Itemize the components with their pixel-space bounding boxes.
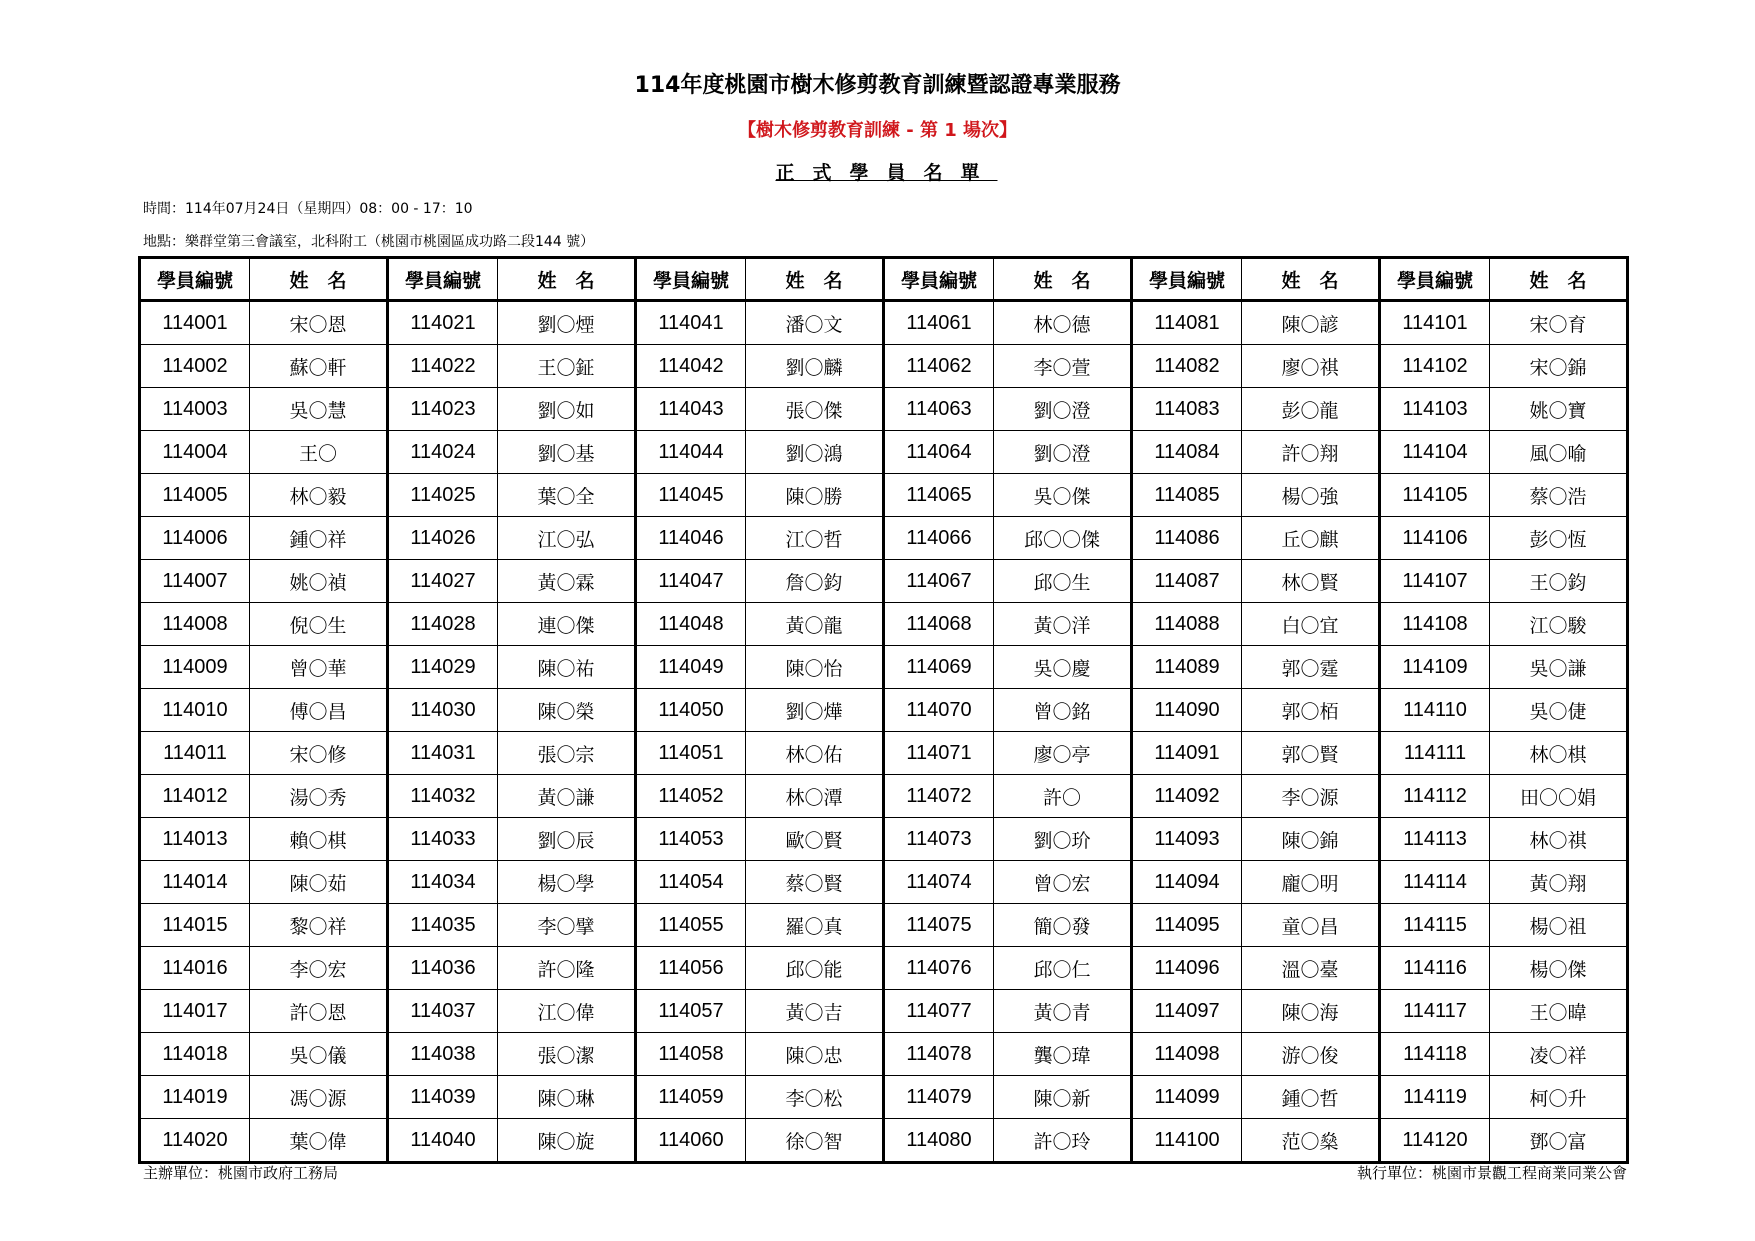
student-name-cell: 李〇松 bbox=[746, 1076, 884, 1119]
student-id-cell: 114018 bbox=[140, 1033, 250, 1076]
student-name-cell: 彭〇龍 bbox=[1242, 388, 1380, 431]
student-name-cell: 楊〇傑 bbox=[1490, 947, 1628, 990]
student-id-cell: 114042 bbox=[636, 345, 746, 388]
student-id-cell: 114020 bbox=[140, 1119, 250, 1163]
student-name-cell: 張〇宗 bbox=[498, 732, 636, 775]
document-title: 114年度桃園市樹木修剪教育訓練暨認證專業服務 bbox=[634, 73, 1121, 98]
student-name-cell: 鍾〇哲 bbox=[1242, 1076, 1380, 1119]
student-name-cell: 倪〇生 bbox=[250, 603, 388, 646]
student-name-cell: 郭〇霆 bbox=[1242, 646, 1380, 689]
student-id-cell: 114111 bbox=[1380, 732, 1490, 775]
student-name-cell: 賴〇棋 bbox=[250, 818, 388, 861]
roster-header-row bbox=[140, 258, 1628, 301]
student-name-cell: 廖〇祺 bbox=[1242, 345, 1380, 388]
student-name-cell: 風〇喻 bbox=[1490, 431, 1628, 474]
student-name-cell: 陳〇怡 bbox=[746, 646, 884, 689]
student-name-cell: 簡〇發 bbox=[994, 904, 1132, 947]
student-id-cell: 114034 bbox=[388, 861, 498, 904]
student-name-cell: 鍾〇祥 bbox=[250, 517, 388, 560]
student-name-cell: 黃〇霖 bbox=[498, 560, 636, 603]
student-id-cell: 114086 bbox=[1132, 517, 1242, 560]
column-header-name: 姓 名 bbox=[1490, 258, 1628, 301]
student-id-cell: 114045 bbox=[636, 474, 746, 517]
student-id-cell: 114008 bbox=[140, 603, 250, 646]
student-id-cell: 114013 bbox=[140, 818, 250, 861]
student-id-cell: 114081 bbox=[1132, 301, 1242, 345]
event-time: 時間：114年07月24日（星期四）08：00 - 17：10 bbox=[143, 201, 473, 217]
student-name-cell: 童〇昌 bbox=[1242, 904, 1380, 947]
student-id-cell: 114082 bbox=[1132, 345, 1242, 388]
table-row bbox=[140, 646, 1628, 689]
student-name-cell: 李〇宏 bbox=[250, 947, 388, 990]
table-row bbox=[140, 1033, 1628, 1076]
student-id-cell: 114088 bbox=[1132, 603, 1242, 646]
student-id-cell: 114084 bbox=[1132, 431, 1242, 474]
student-id-cell: 114094 bbox=[1132, 861, 1242, 904]
student-name-cell: 許〇 bbox=[994, 775, 1132, 818]
student-id-cell: 114072 bbox=[884, 775, 994, 818]
student-id-cell: 114103 bbox=[1380, 388, 1490, 431]
student-name-cell: 黎〇祥 bbox=[250, 904, 388, 947]
student-id-cell: 114033 bbox=[388, 818, 498, 861]
student-id-cell: 114070 bbox=[884, 689, 994, 732]
student-id-cell: 114036 bbox=[388, 947, 498, 990]
table-row bbox=[140, 904, 1628, 947]
student-name-cell: 林〇毅 bbox=[250, 474, 388, 517]
student-name-cell: 王〇 bbox=[250, 431, 388, 474]
student-id-cell: 114068 bbox=[884, 603, 994, 646]
student-id-cell: 114047 bbox=[636, 560, 746, 603]
student-name-cell: 劉〇麟 bbox=[746, 345, 884, 388]
student-id-cell: 114005 bbox=[140, 474, 250, 517]
student-name-cell: 田〇〇娟 bbox=[1490, 775, 1628, 818]
student-name-cell: 吳〇傑 bbox=[994, 474, 1132, 517]
student-id-cell: 114052 bbox=[636, 775, 746, 818]
student-id-cell: 114063 bbox=[884, 388, 994, 431]
student-name-cell: 姚〇禎 bbox=[250, 560, 388, 603]
student-name-cell: 劉〇煙 bbox=[498, 301, 636, 345]
table-row bbox=[140, 388, 1628, 431]
student-id-cell: 114078 bbox=[884, 1033, 994, 1076]
column-header-id: 學員編號 bbox=[1380, 258, 1490, 301]
student-id-cell: 114089 bbox=[1132, 646, 1242, 689]
student-id-cell: 114038 bbox=[388, 1033, 498, 1076]
student-id-cell: 114003 bbox=[140, 388, 250, 431]
column-header-name: 姓 名 bbox=[746, 258, 884, 301]
student-name-cell: 吳〇倢 bbox=[1490, 689, 1628, 732]
student-name-cell: 許〇翔 bbox=[1242, 431, 1380, 474]
student-id-cell: 114075 bbox=[884, 904, 994, 947]
student-name-cell: 傅〇昌 bbox=[250, 689, 388, 732]
student-id-cell: 114098 bbox=[1132, 1033, 1242, 1076]
student-name-cell: 楊〇學 bbox=[498, 861, 636, 904]
student-name-cell: 陳〇錦 bbox=[1242, 818, 1380, 861]
student-name-cell: 葉〇偉 bbox=[250, 1119, 388, 1163]
student-id-cell: 114025 bbox=[388, 474, 498, 517]
student-name-cell: 宋〇修 bbox=[250, 732, 388, 775]
column-header-id: 學員編號 bbox=[388, 258, 498, 301]
table-row bbox=[140, 474, 1628, 517]
student-name-cell: 陳〇旋 bbox=[498, 1119, 636, 1163]
student-id-cell: 114037 bbox=[388, 990, 498, 1033]
student-id-cell: 114076 bbox=[884, 947, 994, 990]
student-id-cell: 114044 bbox=[636, 431, 746, 474]
student-id-cell: 114010 bbox=[140, 689, 250, 732]
student-id-cell: 114097 bbox=[1132, 990, 1242, 1033]
student-id-cell: 114029 bbox=[388, 646, 498, 689]
student-name-cell: 徐〇智 bbox=[746, 1119, 884, 1163]
student-name-cell: 林〇賢 bbox=[1242, 560, 1380, 603]
student-id-cell: 114093 bbox=[1132, 818, 1242, 861]
student-name-cell: 許〇玲 bbox=[994, 1119, 1132, 1163]
student-name-cell: 吳〇慧 bbox=[250, 388, 388, 431]
student-roster-table bbox=[138, 256, 1629, 1164]
student-name-cell: 游〇俊 bbox=[1242, 1033, 1380, 1076]
student-name-cell: 陳〇諺 bbox=[1242, 301, 1380, 345]
student-name-cell: 李〇擘 bbox=[498, 904, 636, 947]
student-name-cell: 邱〇仁 bbox=[994, 947, 1132, 990]
column-header-name: 姓 名 bbox=[498, 258, 636, 301]
column-header-name: 姓 名 bbox=[994, 258, 1132, 301]
student-id-cell: 114050 bbox=[636, 689, 746, 732]
student-name-cell: 張〇傑 bbox=[746, 388, 884, 431]
student-id-cell: 114073 bbox=[884, 818, 994, 861]
student-id-cell: 114115 bbox=[1380, 904, 1490, 947]
student-name-cell: 曾〇銘 bbox=[994, 689, 1132, 732]
student-name-cell: 邱〇生 bbox=[994, 560, 1132, 603]
student-name-cell: 蘇〇軒 bbox=[250, 345, 388, 388]
student-name-cell: 蔡〇賢 bbox=[746, 861, 884, 904]
student-name-cell: 陳〇琳 bbox=[498, 1076, 636, 1119]
student-id-cell: 114112 bbox=[1380, 775, 1490, 818]
student-id-cell: 114102 bbox=[1380, 345, 1490, 388]
student-name-cell: 曾〇華 bbox=[250, 646, 388, 689]
student-id-cell: 114023 bbox=[388, 388, 498, 431]
student-id-cell: 114105 bbox=[1380, 474, 1490, 517]
list-heading-text: 正式學員名單 bbox=[775, 162, 998, 184]
student-name-cell: 鄧〇富 bbox=[1490, 1119, 1628, 1163]
student-id-cell: 114053 bbox=[636, 818, 746, 861]
column-header-name: 姓 名 bbox=[250, 258, 388, 301]
table-row bbox=[140, 431, 1628, 474]
table-row bbox=[140, 1119, 1628, 1163]
table-row bbox=[140, 517, 1628, 560]
student-id-cell: 114026 bbox=[388, 517, 498, 560]
column-header-name: 姓 名 bbox=[1242, 258, 1380, 301]
student-name-cell: 郭〇賢 bbox=[1242, 732, 1380, 775]
student-name-cell: 陳〇茹 bbox=[250, 861, 388, 904]
student-name-cell: 柯〇升 bbox=[1490, 1076, 1628, 1119]
student-name-cell: 馮〇源 bbox=[250, 1076, 388, 1119]
student-id-cell: 114040 bbox=[388, 1119, 498, 1163]
student-name-cell: 宋〇育 bbox=[1490, 301, 1628, 345]
student-name-cell: 林〇潭 bbox=[746, 775, 884, 818]
student-id-cell: 114012 bbox=[140, 775, 250, 818]
student-id-cell: 114090 bbox=[1132, 689, 1242, 732]
student-id-cell: 114004 bbox=[140, 431, 250, 474]
student-id-cell: 114067 bbox=[884, 560, 994, 603]
student-name-cell: 曾〇宏 bbox=[994, 861, 1132, 904]
student-id-cell: 114031 bbox=[388, 732, 498, 775]
student-id-cell: 114015 bbox=[140, 904, 250, 947]
table-row bbox=[140, 947, 1628, 990]
student-name-cell: 劉〇澄 bbox=[994, 431, 1132, 474]
student-name-cell: 王〇鈞 bbox=[1490, 560, 1628, 603]
student-id-cell: 114056 bbox=[636, 947, 746, 990]
student-id-cell: 114027 bbox=[388, 560, 498, 603]
student-name-cell: 龐〇明 bbox=[1242, 861, 1380, 904]
student-id-cell: 114074 bbox=[884, 861, 994, 904]
student-name-cell: 劉〇辰 bbox=[498, 818, 636, 861]
student-id-cell: 114032 bbox=[388, 775, 498, 818]
student-name-cell: 楊〇強 bbox=[1242, 474, 1380, 517]
student-name-cell: 劉〇澄 bbox=[994, 388, 1132, 431]
student-name-cell: 陳〇新 bbox=[994, 1076, 1132, 1119]
student-id-cell: 114017 bbox=[140, 990, 250, 1033]
student-id-cell: 114019 bbox=[140, 1076, 250, 1119]
student-id-cell: 114058 bbox=[636, 1033, 746, 1076]
table-row bbox=[140, 861, 1628, 904]
student-name-cell: 劉〇如 bbox=[498, 388, 636, 431]
student-id-cell: 114099 bbox=[1132, 1076, 1242, 1119]
student-name-cell: 黃〇謙 bbox=[498, 775, 636, 818]
student-name-cell: 連〇傑 bbox=[498, 603, 636, 646]
student-id-cell: 114077 bbox=[884, 990, 994, 1033]
student-id-cell: 114006 bbox=[140, 517, 250, 560]
student-id-cell: 114071 bbox=[884, 732, 994, 775]
student-name-cell: 郭〇栢 bbox=[1242, 689, 1380, 732]
student-id-cell: 114035 bbox=[388, 904, 498, 947]
table-row bbox=[140, 732, 1628, 775]
student-id-cell: 114066 bbox=[884, 517, 994, 560]
student-name-cell: 王〇鉦 bbox=[498, 345, 636, 388]
student-name-cell: 許〇隆 bbox=[498, 947, 636, 990]
student-id-cell: 114107 bbox=[1380, 560, 1490, 603]
student-id-cell: 114046 bbox=[636, 517, 746, 560]
student-id-cell: 114100 bbox=[1132, 1119, 1242, 1163]
student-id-cell: 114002 bbox=[140, 345, 250, 388]
student-id-cell: 114110 bbox=[1380, 689, 1490, 732]
student-id-cell: 114060 bbox=[636, 1119, 746, 1163]
table-row bbox=[140, 689, 1628, 732]
student-id-cell: 114120 bbox=[1380, 1119, 1490, 1163]
student-id-cell: 114049 bbox=[636, 646, 746, 689]
student-name-cell: 吳〇慶 bbox=[994, 646, 1132, 689]
student-name-cell: 黃〇龍 bbox=[746, 603, 884, 646]
event-place: 地點：樂群堂第三會議室，北科附工（桃園市桃園區成功路二段144 號） bbox=[143, 234, 595, 250]
student-id-cell: 114117 bbox=[1380, 990, 1490, 1033]
student-id-cell: 114119 bbox=[1380, 1076, 1490, 1119]
column-header-id: 學員編號 bbox=[884, 258, 994, 301]
column-header-id: 學員編號 bbox=[636, 258, 746, 301]
student-name-cell: 龔〇瑋 bbox=[994, 1033, 1132, 1076]
student-id-cell: 114106 bbox=[1380, 517, 1490, 560]
student-name-cell: 羅〇真 bbox=[746, 904, 884, 947]
student-id-cell: 114014 bbox=[140, 861, 250, 904]
table-row bbox=[140, 1076, 1628, 1119]
student-name-cell: 宋〇恩 bbox=[250, 301, 388, 345]
student-id-cell: 114041 bbox=[636, 301, 746, 345]
student-id-cell: 114057 bbox=[636, 990, 746, 1033]
student-name-cell: 潘〇文 bbox=[746, 301, 884, 345]
student-name-cell: 許〇恩 bbox=[250, 990, 388, 1033]
student-id-cell: 114016 bbox=[140, 947, 250, 990]
student-name-cell: 姚〇寶 bbox=[1490, 388, 1628, 431]
student-id-cell: 114069 bbox=[884, 646, 994, 689]
student-id-cell: 114061 bbox=[884, 301, 994, 345]
student-id-cell: 114101 bbox=[1380, 301, 1490, 345]
student-id-cell: 114009 bbox=[140, 646, 250, 689]
student-name-cell: 范〇燊 bbox=[1242, 1119, 1380, 1163]
student-name-cell: 邱〇能 bbox=[746, 947, 884, 990]
student-name-cell: 陳〇海 bbox=[1242, 990, 1380, 1033]
organizer-label: 主辦單位：桃園市政府工務局 bbox=[143, 1164, 339, 1182]
student-id-cell: 114055 bbox=[636, 904, 746, 947]
student-name-cell: 白〇宜 bbox=[1242, 603, 1380, 646]
student-name-cell: 劉〇燁 bbox=[746, 689, 884, 732]
student-id-cell: 114011 bbox=[140, 732, 250, 775]
student-id-cell: 114108 bbox=[1380, 603, 1490, 646]
student-id-cell: 114116 bbox=[1380, 947, 1490, 990]
student-name-cell: 楊〇祖 bbox=[1490, 904, 1628, 947]
student-name-cell: 林〇祺 bbox=[1490, 818, 1628, 861]
roster-body bbox=[140, 301, 1628, 1163]
table-row bbox=[140, 301, 1628, 345]
table-row bbox=[140, 345, 1628, 388]
student-name-cell: 陳〇忠 bbox=[746, 1033, 884, 1076]
student-name-cell: 歐〇賢 bbox=[746, 818, 884, 861]
student-name-cell: 林〇德 bbox=[994, 301, 1132, 345]
student-name-cell: 劉〇基 bbox=[498, 431, 636, 474]
student-id-cell: 114021 bbox=[388, 301, 498, 345]
student-name-cell: 林〇佑 bbox=[746, 732, 884, 775]
student-name-cell: 溫〇臺 bbox=[1242, 947, 1380, 990]
student-id-cell: 114039 bbox=[388, 1076, 498, 1119]
student-name-cell: 李〇源 bbox=[1242, 775, 1380, 818]
student-name-cell: 張〇潔 bbox=[498, 1033, 636, 1076]
executor-label: 執行單位：桃園市景觀工程商業同業公會 bbox=[1356, 1164, 1627, 1182]
student-name-cell: 黃〇青 bbox=[994, 990, 1132, 1033]
table-row bbox=[140, 990, 1628, 1033]
student-name-cell: 林〇棋 bbox=[1490, 732, 1628, 775]
student-id-cell: 114062 bbox=[884, 345, 994, 388]
student-name-cell: 彭〇恆 bbox=[1490, 517, 1628, 560]
student-name-cell: 劉〇玠 bbox=[994, 818, 1132, 861]
list-heading bbox=[0, 158, 1755, 185]
student-id-cell: 114113 bbox=[1380, 818, 1490, 861]
student-name-cell: 詹〇鈞 bbox=[746, 560, 884, 603]
table-row bbox=[140, 560, 1628, 603]
student-name-cell: 宋〇錦 bbox=[1490, 345, 1628, 388]
student-name-cell: 邱〇〇傑 bbox=[994, 517, 1132, 560]
student-name-cell: 凌〇祥 bbox=[1490, 1033, 1628, 1076]
student-name-cell: 陳〇勝 bbox=[746, 474, 884, 517]
student-name-cell: 葉〇全 bbox=[498, 474, 636, 517]
student-id-cell: 114022 bbox=[388, 345, 498, 388]
student-id-cell: 114092 bbox=[1132, 775, 1242, 818]
student-name-cell: 廖〇亭 bbox=[994, 732, 1132, 775]
student-name-cell: 江〇駿 bbox=[1490, 603, 1628, 646]
student-name-cell: 陳〇榮 bbox=[498, 689, 636, 732]
student-id-cell: 114024 bbox=[388, 431, 498, 474]
table-row bbox=[140, 818, 1628, 861]
student-name-cell: 江〇偉 bbox=[498, 990, 636, 1033]
student-id-cell: 114059 bbox=[636, 1076, 746, 1119]
student-name-cell: 王〇暐 bbox=[1490, 990, 1628, 1033]
student-name-cell: 江〇哲 bbox=[746, 517, 884, 560]
student-id-cell: 114087 bbox=[1132, 560, 1242, 603]
column-header-id: 學員編號 bbox=[1132, 258, 1242, 301]
student-id-cell: 114109 bbox=[1380, 646, 1490, 689]
student-id-cell: 114051 bbox=[636, 732, 746, 775]
table-row bbox=[140, 603, 1628, 646]
student-id-cell: 114118 bbox=[1380, 1033, 1490, 1076]
student-name-cell: 丘〇麒 bbox=[1242, 517, 1380, 560]
student-id-cell: 114064 bbox=[884, 431, 994, 474]
student-id-cell: 114028 bbox=[388, 603, 498, 646]
student-name-cell: 黃〇吉 bbox=[746, 990, 884, 1033]
student-name-cell: 黃〇翔 bbox=[1490, 861, 1628, 904]
student-name-cell: 黃〇洋 bbox=[994, 603, 1132, 646]
student-id-cell: 114104 bbox=[1380, 431, 1490, 474]
student-id-cell: 114030 bbox=[388, 689, 498, 732]
student-id-cell: 114001 bbox=[140, 301, 250, 345]
student-id-cell: 114065 bbox=[884, 474, 994, 517]
student-id-cell: 114007 bbox=[140, 560, 250, 603]
student-id-cell: 114085 bbox=[1132, 474, 1242, 517]
student-id-cell: 114048 bbox=[636, 603, 746, 646]
student-id-cell: 114043 bbox=[636, 388, 746, 431]
student-id-cell: 114091 bbox=[1132, 732, 1242, 775]
student-id-cell: 114095 bbox=[1132, 904, 1242, 947]
student-name-cell: 蔡〇浩 bbox=[1490, 474, 1628, 517]
student-name-cell: 吳〇儀 bbox=[250, 1033, 388, 1076]
column-header-id: 學員編號 bbox=[140, 258, 250, 301]
session-subtitle: 【樹木修剪教育訓練 - 第 1 場次】 bbox=[737, 120, 1018, 141]
student-name-cell: 劉〇鴻 bbox=[746, 431, 884, 474]
student-id-cell: 114080 bbox=[884, 1119, 994, 1163]
student-id-cell: 114054 bbox=[636, 861, 746, 904]
table-row bbox=[140, 775, 1628, 818]
student-name-cell: 江〇弘 bbox=[498, 517, 636, 560]
student-id-cell: 114079 bbox=[884, 1076, 994, 1119]
student-name-cell: 李〇萱 bbox=[994, 345, 1132, 388]
student-name-cell: 吳〇謙 bbox=[1490, 646, 1628, 689]
student-id-cell: 114114 bbox=[1380, 861, 1490, 904]
student-id-cell: 114096 bbox=[1132, 947, 1242, 990]
student-name-cell: 陳〇祐 bbox=[498, 646, 636, 689]
student-name-cell: 湯〇秀 bbox=[250, 775, 388, 818]
student-id-cell: 114083 bbox=[1132, 388, 1242, 431]
